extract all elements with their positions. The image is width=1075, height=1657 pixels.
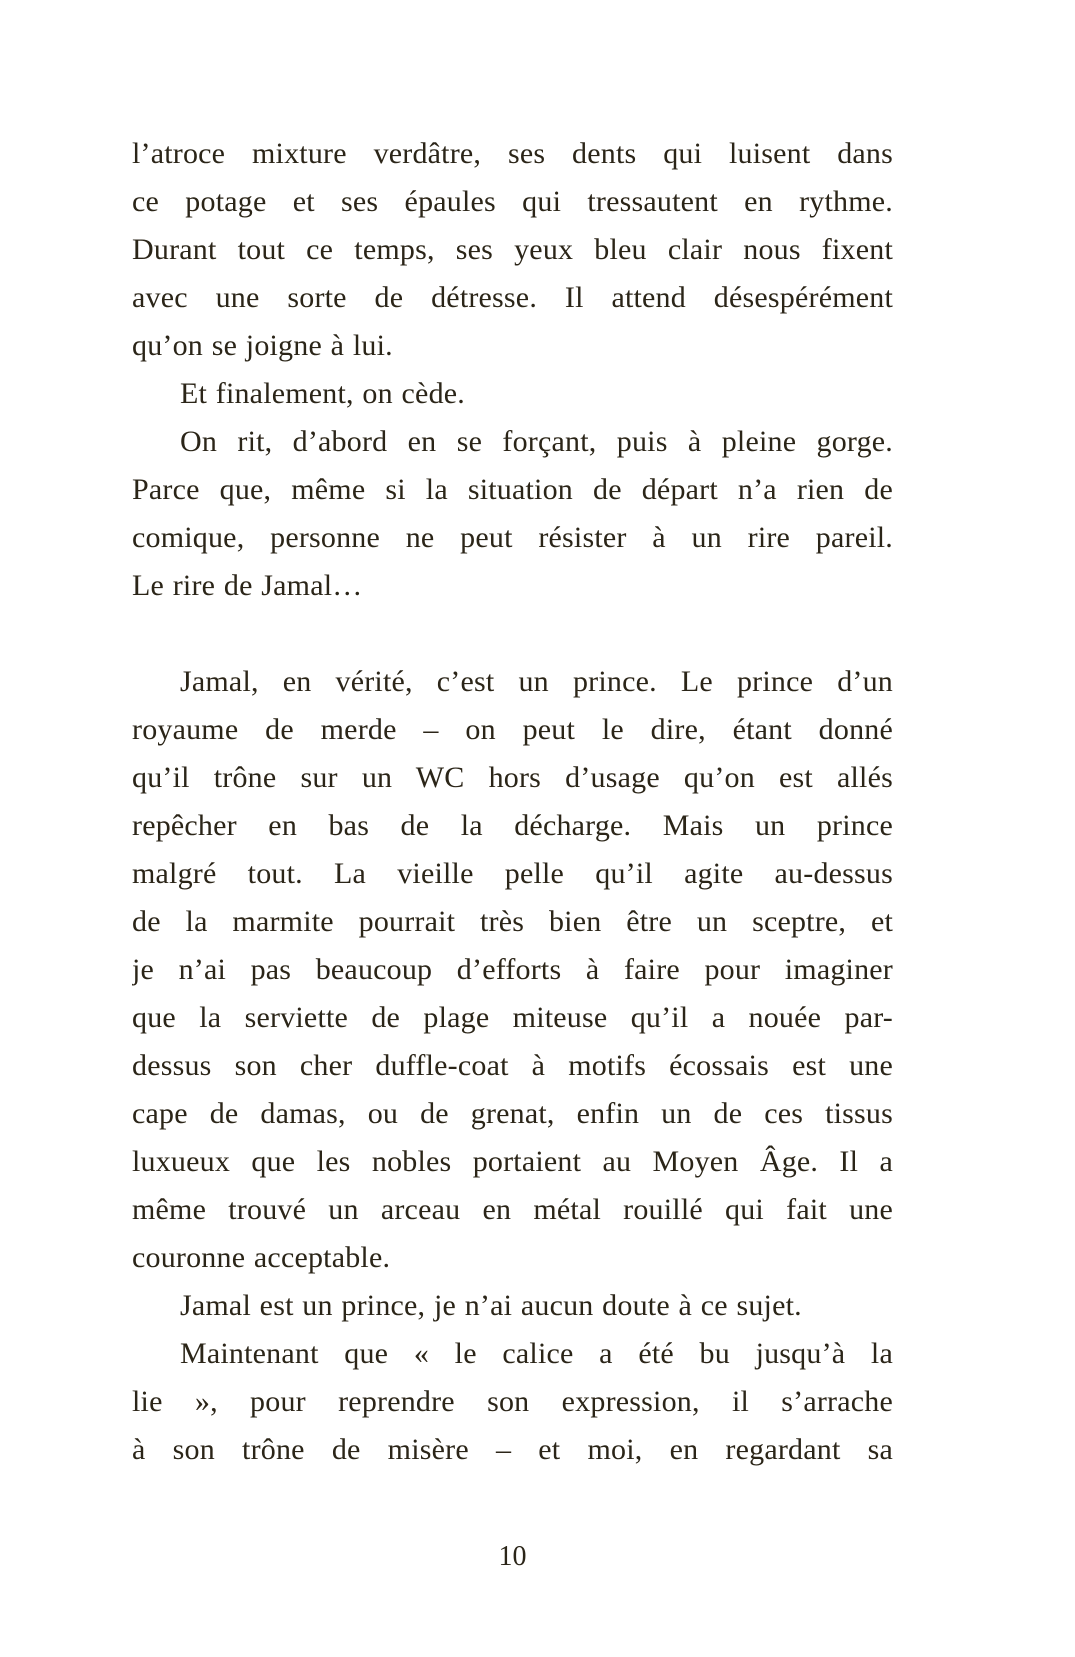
text-line: l’atroce mixture verdâtre, ses dents qui luisent dans bbox=[132, 137, 893, 170]
text-line: Et finalement, on cède. bbox=[180, 377, 465, 410]
text-line: avec une sorte de détresse. Il attend désespérément bbox=[132, 281, 893, 314]
paragraph bbox=[132, 658, 893, 1282]
text-line: qu’il trône sur un WC hors d’usage qu’on est allés bbox=[132, 761, 893, 794]
paragraph bbox=[132, 1330, 893, 1474]
text-line: ce potage et ses épaules qui tressautent en rythme. bbox=[132, 185, 893, 218]
text-line: Parce que, même si la situation de départ n’a rien de bbox=[132, 473, 893, 506]
paragraph bbox=[132, 370, 893, 418]
text-line: qu’on se joigne à lui. bbox=[132, 329, 393, 362]
text-line: lie », pour reprendre son expression, il s’arrache bbox=[132, 1385, 893, 1418]
text-line: dessus son cher duffle-coat à motifs écossais est une bbox=[132, 1049, 893, 1082]
text-line: malgré tout. La vieille pelle qu’il agite au-dessus bbox=[132, 857, 893, 890]
text-line: Jamal est un prince, je n’ai aucun doute à ce sujet. bbox=[180, 1289, 802, 1322]
text-line: royaume de merde – on peut le dire, étant donné bbox=[132, 713, 893, 746]
text-line: couronne acceptable. bbox=[132, 1241, 391, 1274]
text-line: comique, personne ne peut résister à un rire pareil. bbox=[132, 521, 893, 554]
text-line: Maintenant que « le calice a été bu jusqu’à la bbox=[180, 1337, 893, 1370]
text-block bbox=[132, 130, 893, 1474]
paragraph bbox=[132, 1282, 893, 1330]
text-line: même trouvé un arceau en métal rouillé qui fait une bbox=[132, 1193, 893, 1226]
paragraph bbox=[132, 418, 893, 610]
text-line: de la marmite pourrait très bien être un sceptre, et bbox=[132, 905, 893, 938]
text-line: que la serviette de plage miteuse qu’il a nouée par- bbox=[132, 1001, 893, 1034]
text-line: Durant tout ce temps, ses yeux bleu clair nous fixent bbox=[132, 233, 893, 266]
page-number: 10 bbox=[498, 1541, 527, 1572]
text-line: je n’ai pas beaucoup d’efforts à faire pour imaginer bbox=[132, 953, 893, 986]
text-line: repêcher en bas de la décharge. Mais un prince bbox=[132, 809, 893, 842]
paragraph bbox=[132, 130, 893, 370]
text-line: luxueux que les nobles portaient au Moyen Âge. Il a bbox=[132, 1145, 893, 1178]
text-line: Jamal, en vérité, c’est un prince. Le prince d’un bbox=[180, 665, 893, 698]
text-line: à son trône de misère – et moi, en regardant sa bbox=[132, 1433, 893, 1466]
text-line: On rit, d’abord en se forçant, puis à pleine gorge. bbox=[180, 425, 893, 458]
text-line: Le rire de Jamal… bbox=[132, 569, 363, 602]
text-line: cape de damas, ou de grenat, enfin un de ces tissus bbox=[132, 1097, 893, 1130]
